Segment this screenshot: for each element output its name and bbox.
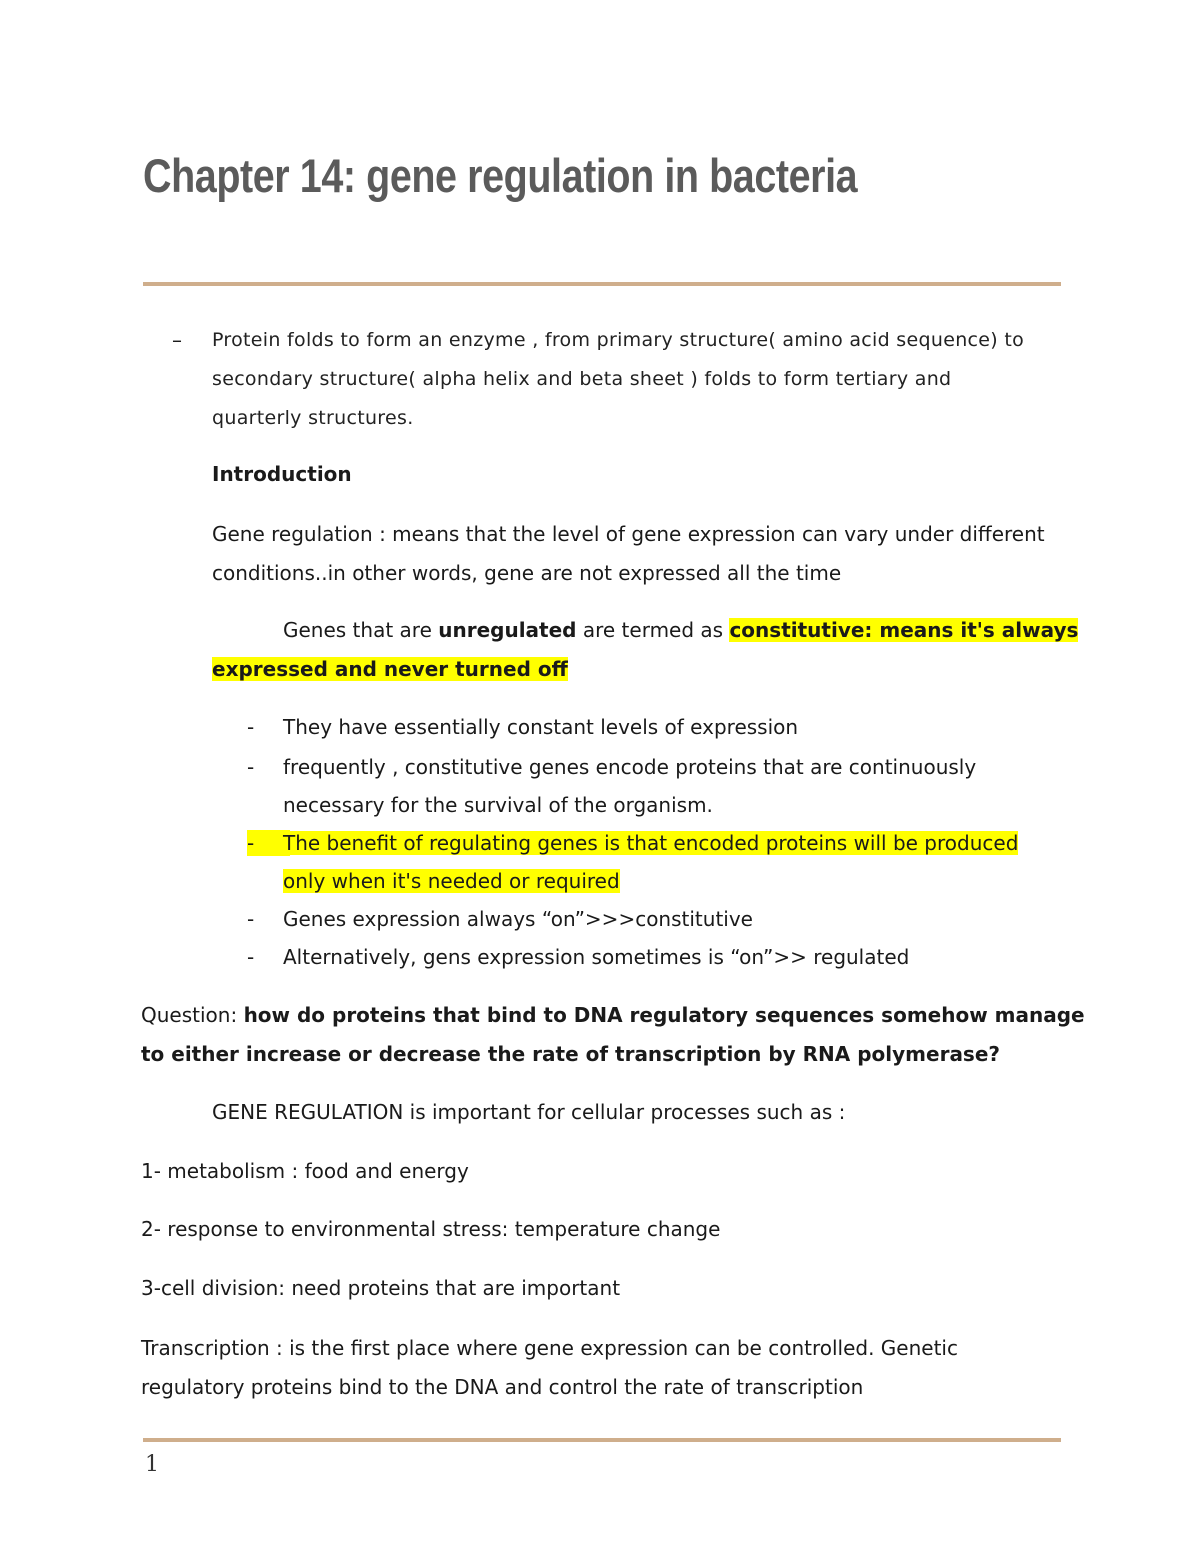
process-item: 2- response to environmental stress: temperature change bbox=[141, 1217, 721, 1241]
list-item-highlight: The benefit of regulating genes is that encoded proteins will be produced bbox=[283, 831, 1019, 855]
intro-bullet-line-3: quarterly structures. bbox=[212, 407, 414, 429]
list-dash: - bbox=[247, 945, 255, 969]
list-item-highlight-continuation: only when it's needed or required bbox=[283, 869, 620, 893]
question-line-2: to either increase or decrease the rate of transcription by RNA polymerase? bbox=[141, 1042, 1001, 1066]
list-item: frequently , constitutive genes encode proteins that are continuously bbox=[283, 755, 977, 779]
constitutive-highlight: constitutive: means it's always bbox=[729, 618, 1079, 642]
introduction-heading: Introduction bbox=[212, 462, 352, 486]
gene-regulation-line-1: Gene regulation : means that the level of gene expression can vary under different bbox=[212, 522, 1045, 546]
intro-bullet-line-2: secondary structure( alpha helix and beta sheet ) folds to form tertiary and bbox=[212, 368, 952, 390]
unregulated-line: Genes that are unregulated are termed as constitutive: means it's always bbox=[283, 618, 1079, 642]
bullet-dash: – bbox=[172, 328, 182, 352]
list-item: Genes expression always “on”>>>constitutive bbox=[283, 907, 753, 931]
intro-bullet-line-1: Protein folds to form an enzyme , from primary structure( amino acid sequence) to bbox=[212, 329, 1024, 351]
title-divider bbox=[143, 282, 1061, 286]
list-dash: - bbox=[247, 907, 255, 931]
transcription-line-2: regulatory proteins bind to the DNA and control the rate of transcription bbox=[141, 1375, 864, 1399]
list-dash: - bbox=[247, 755, 255, 779]
list-item: They have essentially constant levels of expression bbox=[283, 715, 799, 739]
transcription-line-1: Transcription : is the first place where gene expression can be controlled. Genetic bbox=[141, 1336, 958, 1360]
page-title: Chapter 14: gene regulation in bacteria bbox=[143, 149, 858, 202]
list-dash: - bbox=[247, 715, 255, 739]
gene-regulation-line-2: conditions..in other words, gene are not expressed all the time bbox=[212, 561, 842, 585]
process-item: 1- metabolism : food and energy bbox=[141, 1159, 469, 1183]
list-item-continuation: necessary for the survival of the organism. bbox=[283, 793, 713, 817]
footer-divider bbox=[143, 1438, 1061, 1442]
process-item: 3-cell division: need proteins that are important bbox=[141, 1276, 621, 1300]
page-number: 1 bbox=[145, 1452, 159, 1477]
question-line-1: Question: how do proteins that bind to DNA regulatory sequences somehow manage bbox=[141, 1003, 1085, 1027]
list-item: Alternatively, gens expression sometimes is “on”>> regulated bbox=[283, 945, 910, 969]
list-dash: - bbox=[247, 830, 290, 856]
processes-intro: GENE REGULATION is important for cellular processes such as : bbox=[212, 1100, 846, 1124]
unregulated-line-2: expressed and never turned off bbox=[212, 657, 568, 681]
